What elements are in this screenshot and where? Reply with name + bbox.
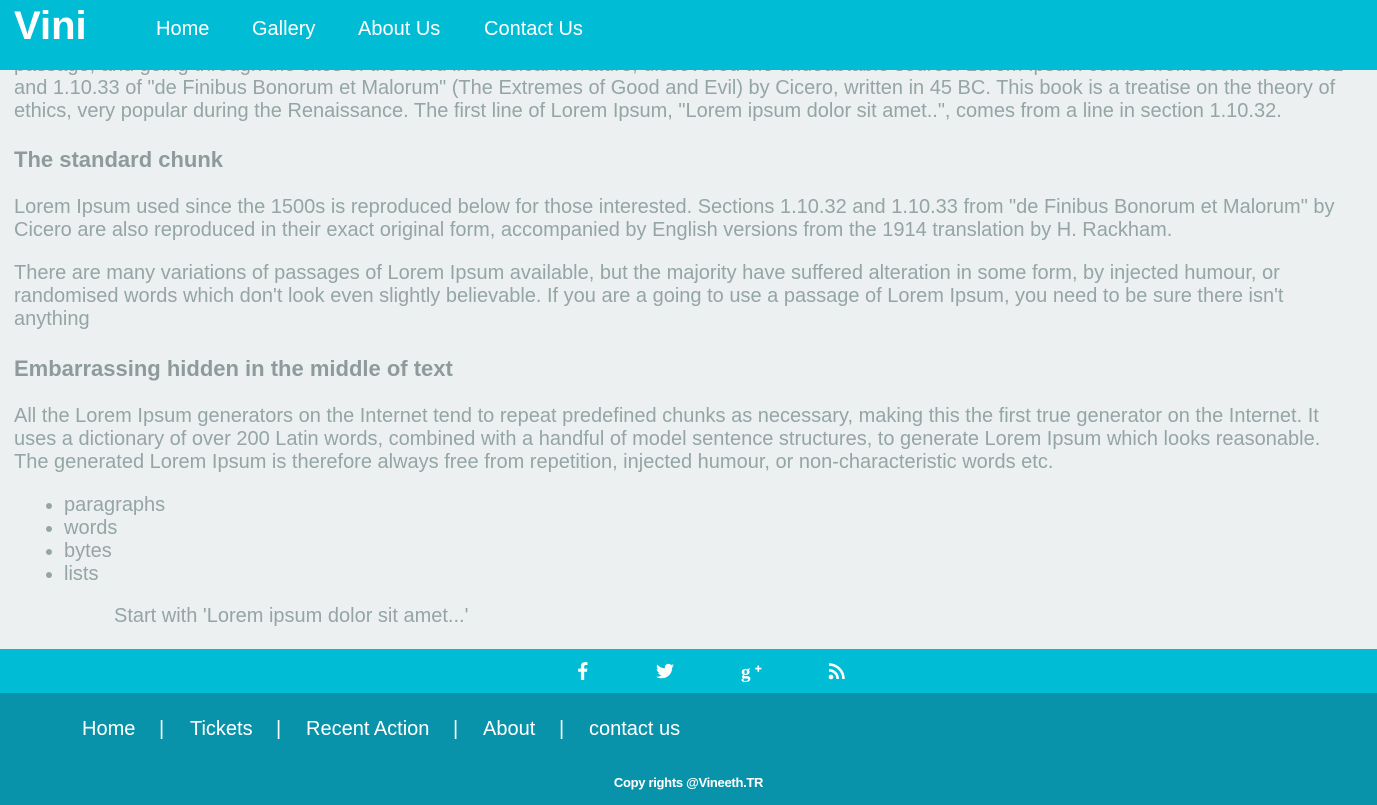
- facebook-icon[interactable]: [571, 659, 595, 683]
- footer-link-contact-us[interactable]: contact us: [589, 718, 681, 740]
- list-item: • paragraphs: [64, 494, 165, 517]
- social-bar: [0, 649, 1377, 693]
- footer-link-about[interactable]: About: [483, 718, 536, 740]
- rss-icon[interactable]: [825, 659, 849, 683]
- list-item: • bytes: [64, 540, 165, 563]
- intro-paragraph: and 1.10.33 of "de Finibus Bonorum et Malorum" (The Extremes of Good and Evil) by Cicero, written in 45 BC. This book is a treatise on the theory of ethics, very popular during the Renaissance. The first line of Lorem Ipsum, "Lorem ipsum dolor sit amet..", comes from a line in section 1.10.32.: [14, 77, 1336, 122]
- start-line: Start with 'Lorem ipsum dolor sit amet...': [114, 605, 469, 627]
- nav-home[interactable]: Home: [156, 18, 210, 40]
- list-item: • lists: [64, 563, 165, 586]
- footer-separator: |: [559, 718, 565, 740]
- nav-gallery[interactable]: Gallery: [252, 18, 316, 40]
- footer-link-tickets[interactable]: Tickets: [190, 718, 253, 740]
- footer: [0, 693, 1377, 805]
- nav-contact-us[interactable]: Contact Us: [484, 18, 583, 40]
- chunk-paragraph-1: Lorem Ipsum used since the 1500s is reproduced below for those interested. Sections 1.10.32 and 1.10.33 from "de Finibus Bonorum et Malorum" by Cicero are also reproduced in their exact original form, accompanied by English versions from the 1914 translation by H. Rackham.: [14, 196, 1335, 241]
- footer-link-home[interactable]: Home: [82, 718, 136, 740]
- google-plus-icon[interactable]: [740, 659, 764, 683]
- heading-standard-chunk: The standard chunk: [14, 147, 224, 172]
- svg-text:g: g: [741, 662, 751, 683]
- footer-separator: |: [453, 718, 459, 740]
- chunk-paragraph-2: There are many variations of passages of Lorem Ipsum available, but the majority have suffered alteration in some form, by injected humour, or randomised words which don't look even slightly believable. If you are a going to use a passage of Lorem Ipsum, you need to be sure there isn't anything: [14, 262, 1284, 330]
- copyright: Copy rights @Vineeth.TR: [613, 775, 764, 790]
- footer-separator: |: [276, 718, 282, 740]
- top-navbar: [0, 0, 1377, 70]
- feature-list: [14, 494, 165, 586]
- footer-separator: |: [159, 718, 165, 740]
- brand-logo[interactable]: Vini: [14, 4, 87, 48]
- generators-paragraph: All the Lorem Ipsum generators on the Internet tend to repeat predefined chunks as necessary, making this the first true generator on the Internet. It uses a dictionary of over 200 Latin words, combined with a handful of model sentence structures, to generate Lorem Ipsum which looks reasonable. The generated Lorem Ipsum is therefore always free from repetition, injected humour, or non-characteristic words etc.: [14, 405, 1321, 473]
- list-item: • words: [64, 517, 165, 540]
- nav-about-us[interactable]: About Us: [358, 18, 441, 40]
- footer-link-recent-action[interactable]: Recent Action: [306, 718, 430, 740]
- twitter-icon[interactable]: [653, 659, 677, 683]
- heading-embarrassing: Embarrassing hidden in the middle of text: [14, 356, 453, 381]
